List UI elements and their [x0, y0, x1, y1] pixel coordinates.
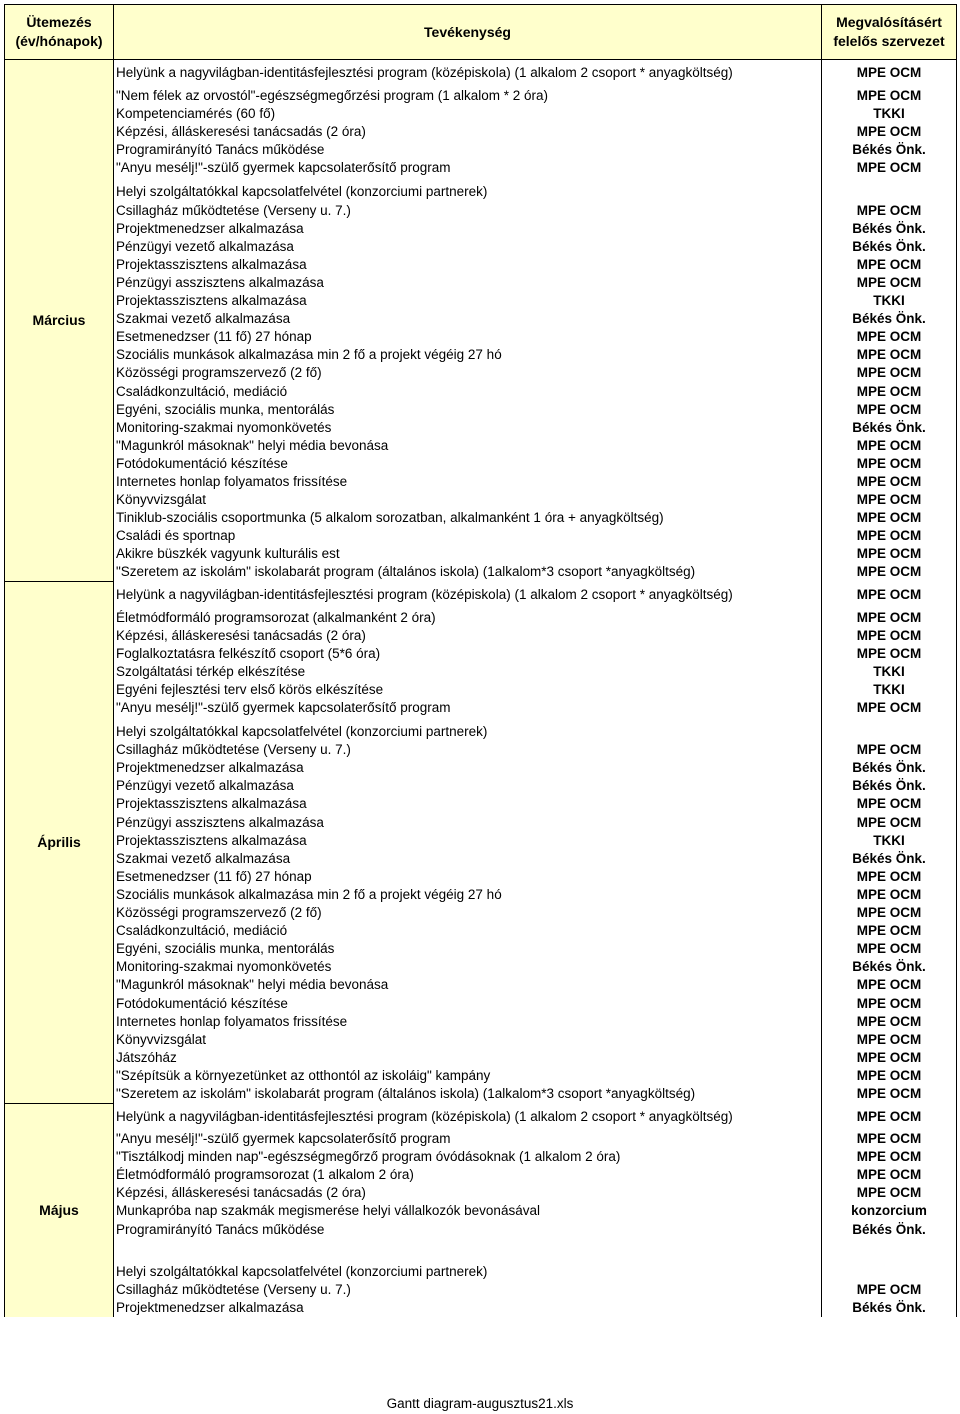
- activity-row: [5, 527, 957, 545]
- activity-cell[interactable]: Helyünk a nagyvilágban-identitásfejlesztési program (középiskola) (1 alkalom 2 csoport * anyagköltség): [114, 60, 822, 88]
- activity-cell[interactable]: Projektmenedzser alkalmazása: [114, 220, 822, 238]
- header-responsible[interactable]: [822, 5, 957, 60]
- activity-cell[interactable]: Képzési, álláskeresési tanácsadás (2 óra): [114, 1184, 822, 1202]
- activity-cell[interactable]: "Magunkról másoknak" helyi média bevonása: [114, 437, 822, 455]
- responsible-cell[interactable]: MPE OCM: [822, 904, 957, 922]
- activity-cell[interactable]: Tiniklub-szociális csoportmunka (5 alkalom sorozatban, alkalmanként 1 óra + anyagköltség): [114, 509, 822, 527]
- activity-row: [5, 1166, 957, 1184]
- responsible-cell[interactable]: MPE OCM: [822, 509, 957, 527]
- responsible-cell[interactable]: MPE OCM: [822, 741, 957, 759]
- schedule-table: [4, 4, 957, 1317]
- activity-cell[interactable]: Egyéni, szociális munka, mentorálás: [114, 940, 822, 958]
- activity-row: [5, 183, 957, 201]
- activity-cell[interactable]: Programirányító Tanács működése: [114, 141, 822, 159]
- activity-cell[interactable]: Internetes honlap folyamatos frissítése: [114, 473, 822, 491]
- responsible-cell[interactable]: MPE OCM: [822, 491, 957, 509]
- activity-cell[interactable]: Csillagház működtetése (Verseny u. 7.): [114, 202, 822, 220]
- activity-row: [5, 645, 957, 663]
- responsible-cell[interactable]: MPE OCM: [822, 545, 957, 563]
- activity-row: [5, 455, 957, 473]
- activity-row: [5, 256, 957, 274]
- activity-cell[interactable]: Fotódokumentáció készítése: [114, 995, 822, 1013]
- activity-cell[interactable]: Helyünk a nagyvilágban-identitásfejlesztési program (középiskola) (1 alkalom 2 csoport * anyagköltség): [114, 1103, 822, 1130]
- activity-cell[interactable]: "Magunkról másoknak" helyi média bevonása: [114, 976, 822, 994]
- activity-row: [5, 1221, 957, 1239]
- activity-cell[interactable]: Közösségi programszervező (2 fő): [114, 364, 822, 382]
- activity-row: [5, 777, 957, 795]
- activity-row: [5, 274, 957, 292]
- activity-cell[interactable]: Családkonzultáció, mediáció: [114, 383, 822, 401]
- activity-row: [5, 1263, 957, 1281]
- footer-filename: Gantt diagram-augusztus21.xls: [386, 1396, 574, 1411]
- activity-row: [5, 795, 957, 813]
- responsible-cell[interactable]: MPE OCM: [822, 1067, 957, 1085]
- header-schedule-line1: Ütemezés: [26, 14, 92, 30]
- responsible-cell[interactable]: Békés Önk.: [822, 310, 957, 328]
- responsible-cell[interactable]: MPE OCM: [822, 1184, 957, 1202]
- responsible-cell[interactable]: TKKI: [822, 832, 957, 850]
- activity-row: [5, 202, 957, 220]
- header-responsible-line2: felelős szervezet: [833, 33, 945, 49]
- activity-row: [5, 364, 957, 382]
- activity-row: [5, 473, 957, 491]
- responsible-cell[interactable]: MPE OCM: [822, 563, 957, 581]
- responsible-cell[interactable]: MPE OCM: [822, 437, 957, 455]
- responsible-cell[interactable]: MPE OCM: [822, 1148, 957, 1166]
- activity-row: [5, 1184, 957, 1202]
- activity-cell[interactable]: Pénzügyi asszisztens alkalmazása: [114, 814, 822, 832]
- activity-row: [5, 87, 957, 105]
- responsible-cell[interactable]: MPE OCM: [822, 1103, 957, 1130]
- responsible-cell[interactable]: TKKI: [822, 663, 957, 681]
- responsible-cell[interactable]: MPE OCM: [822, 1031, 957, 1049]
- activity-row: [5, 886, 957, 904]
- responsible-cell[interactable]: Békés Önk.: [822, 220, 957, 238]
- header-schedule[interactable]: [5, 5, 114, 60]
- activity-cell[interactable]: Családi és sportnap: [114, 527, 822, 545]
- responsible-cell[interactable]: MPE OCM: [822, 1166, 957, 1184]
- activity-cell[interactable]: "Szeretem az iskolám" iskolabarát program (általános iskola) (1alkalom*3 csoport *anyagköltség): [114, 563, 822, 581]
- responsible-cell[interactable]: MPE OCM: [822, 609, 957, 627]
- activity-cell[interactable]: "Nem félek az orvostól"-egészségmegőrzési program (1 alkalom * 2 óra): [114, 87, 822, 105]
- activity-cell[interactable]: "Anyu mesélj!"-szülő gyermek kapcsolaterősítő program: [114, 1130, 822, 1148]
- responsible-cell[interactable]: Békés Önk.: [822, 759, 957, 777]
- responsible-cell[interactable]: MPE OCM: [822, 1130, 957, 1148]
- activity-row: [5, 437, 957, 455]
- activity-cell[interactable]: Életmódformáló programsorozat (1 alkalom 2 óra): [114, 1166, 822, 1184]
- responsible-cell[interactable]: MPE OCM: [822, 976, 957, 994]
- activity-row: [5, 1013, 957, 1031]
- responsible-cell[interactable]: MPE OCM: [822, 328, 957, 346]
- activity-cell[interactable]: Helyi szolgáltatókkal kapcsolatfelvétel (konzorciumi partnerek): [114, 1263, 822, 1281]
- responsible-cell[interactable]: MPE OCM: [822, 202, 957, 220]
- activity-cell[interactable]: Munkapróba nap szakmák megismerése helyi vállalkozók bevonásával: [114, 1202, 822, 1220]
- activity-row: [5, 1085, 957, 1103]
- activity-cell[interactable]: "Anyu mesélj!"-szülő gyermek kapcsolaterősítő program: [114, 699, 822, 717]
- activity-row: [5, 310, 957, 328]
- activity-cell[interactable]: Projektasszisztens alkalmazása: [114, 832, 822, 850]
- activity-row: [5, 814, 957, 832]
- responsible-cell[interactable]: MPE OCM: [822, 256, 957, 274]
- responsible-cell[interactable]: MPE OCM: [822, 401, 957, 419]
- activity-row: [5, 868, 957, 886]
- responsible-cell[interactable]: MPE OCM: [822, 922, 957, 940]
- activity-cell[interactable]: Kompetenciamérés (60 fő): [114, 105, 822, 123]
- activity-cell[interactable]: Esetmenedzser (11 fő) 27 hónap: [114, 328, 822, 346]
- header-activity[interactable]: Tevékenység: [114, 5, 822, 60]
- responsible-cell[interactable]: MPE OCM: [822, 582, 957, 609]
- activity-row: [5, 995, 957, 1013]
- header-responsible-line1: Megvalósításért: [836, 14, 942, 30]
- responsible-cell[interactable]: MPE OCM: [822, 473, 957, 491]
- responsible-cell[interactable]: MPE OCM: [822, 346, 957, 364]
- activity-row: [5, 940, 957, 958]
- responsible-cell[interactable]: Békés Önk.: [822, 850, 957, 868]
- activity-row: [5, 958, 957, 976]
- activity-cell[interactable]: Helyünk a nagyvilágban-identitásfejlesztési program (középiskola) (1 alkalom 2 csoport * anyagköltség): [114, 582, 822, 609]
- activity-row: [5, 1130, 957, 1148]
- activity-row: [5, 491, 957, 509]
- responsible-cell[interactable]: Békés Önk.: [822, 141, 957, 159]
- responsible-cell[interactable]: MPE OCM: [822, 699, 957, 717]
- activity-cell[interactable]: Játszóház: [114, 1049, 822, 1067]
- activity-row: [5, 850, 957, 868]
- responsible-cell[interactable]: MPE OCM: [822, 1013, 957, 1031]
- activity-row: [5, 545, 957, 563]
- activity-cell[interactable]: Képzési, álláskeresési tanácsadás (2 óra): [114, 123, 822, 141]
- responsible-cell[interactable]: MPE OCM: [822, 1281, 957, 1299]
- activity-row: [5, 627, 957, 645]
- activity-row: [5, 699, 957, 717]
- responsible-cell[interactable]: MPE OCM: [822, 364, 957, 382]
- activity-cell[interactable]: Fotódokumentáció készítése: [114, 455, 822, 473]
- activity-cell[interactable]: Könyvvizsgálat: [114, 1031, 822, 1049]
- responsible-cell[interactable]: MPE OCM: [822, 868, 957, 886]
- activity-cell[interactable]: Szociális munkások alkalmazása min 2 fő a projekt végéig 27 hó: [114, 346, 822, 364]
- activity-cell[interactable]: Esetmenedzser (11 fő) 27 hónap: [114, 868, 822, 886]
- activity-cell[interactable]: Csillagház működtetése (Verseny u. 7.): [114, 1281, 822, 1299]
- activity-row: [5, 1148, 957, 1166]
- responsible-cell[interactable]: MPE OCM: [822, 383, 957, 401]
- activity-cell[interactable]: "Anyu mesélj!"-szülő gyermek kapcsolaterősítő program: [114, 159, 822, 177]
- activity-cell[interactable]: "Szeretem az iskolám" iskolabarát program (általános iskola) (1alkalom*3 csoport *anyagköltség): [114, 1085, 822, 1103]
- responsible-cell[interactable]: MPE OCM: [822, 1049, 957, 1067]
- activity-row: [5, 419, 957, 437]
- responsible-cell[interactable]: Békés Önk.: [822, 1221, 957, 1239]
- responsible-cell[interactable]: MPE OCM: [822, 87, 957, 105]
- activity-row: [5, 401, 957, 419]
- activity-cell[interactable]: Internetes honlap folyamatos frissítése: [114, 1013, 822, 1031]
- header-row: [5, 5, 957, 60]
- activity-cell[interactable]: Egyéni fejlesztési terv első körös elkészítése: [114, 681, 822, 699]
- activity-row: [5, 509, 957, 527]
- activity-cell[interactable]: Projektasszisztens alkalmazása: [114, 256, 822, 274]
- activity-cell[interactable]: Képzési, álláskeresési tanácsadás (2 óra): [114, 627, 822, 645]
- responsible-cell[interactable]: MPE OCM: [822, 627, 957, 645]
- activity-row: [5, 1202, 957, 1220]
- responsible-cell[interactable]: TKKI: [822, 105, 957, 123]
- activity-row: [5, 1245, 957, 1263]
- activity-cell[interactable]: Közösségi programszervező (2 fő): [114, 904, 822, 922]
- activity-cell[interactable]: "Szépítsük a környezetünket az otthontól az iskoláig" kampány: [114, 1067, 822, 1085]
- month-cell[interactable]: Március: [5, 60, 114, 582]
- responsible-cell[interactable]: MPE OCM: [822, 274, 957, 292]
- activity-row: [5, 1299, 957, 1317]
- activity-cell[interactable]: Pénzügyi vezető alkalmazása: [114, 238, 822, 256]
- activity-row: [5, 238, 957, 256]
- activity-cell[interactable]: Akikre büszkék vagyunk kulturális est: [114, 545, 822, 563]
- activity-row: [5, 346, 957, 364]
- responsible-cell[interactable]: konzorcium: [822, 1202, 957, 1220]
- activity-cell[interactable]: Projektmenedzser alkalmazása: [114, 1299, 822, 1317]
- responsible-cell[interactable]: [822, 183, 957, 201]
- activity-cell[interactable]: Programirányító Tanács működése: [114, 1221, 822, 1239]
- activity-cell[interactable]: Monitoring-szakmai nyomonkövetés: [114, 958, 822, 976]
- activity-row: [5, 60, 957, 88]
- schedule-body: [5, 60, 957, 1318]
- responsible-cell[interactable]: [822, 1263, 957, 1281]
- activity-row: [5, 832, 957, 850]
- activity-row: [5, 220, 957, 238]
- responsible-cell[interactable]: Békés Önk.: [822, 777, 957, 795]
- activity-cell[interactable]: Egyéni, szociális munka, mentorálás: [114, 401, 822, 419]
- schedule-sheet: [4, 4, 956, 1317]
- activity-cell[interactable]: "Tisztálkodj minden nap"-egészségmegőrző program óvódásoknak (1 alkalom 2 óra): [114, 1148, 822, 1166]
- responsible-cell[interactable]: MPE OCM: [822, 814, 957, 832]
- activity-cell[interactable]: Projektasszisztens alkalmazása: [114, 292, 822, 310]
- responsible-cell[interactable]: Békés Önk.: [822, 958, 957, 976]
- responsible-cell[interactable]: [822, 1245, 957, 1263]
- responsible-cell[interactable]: MPE OCM: [822, 940, 957, 958]
- activity-row: [5, 1281, 957, 1299]
- responsible-cell[interactable]: Békés Önk.: [822, 419, 957, 437]
- responsible-cell[interactable]: MPE OCM: [822, 455, 957, 473]
- activity-row: [5, 922, 957, 940]
- activity-row: [5, 383, 957, 401]
- activity-cell[interactable]: Pénzügyi asszisztens alkalmazása: [114, 274, 822, 292]
- activity-cell[interactable]: Szakmai vezető alkalmazása: [114, 310, 822, 328]
- activity-cell[interactable]: Pénzügyi vezető alkalmazása: [114, 777, 822, 795]
- responsible-cell[interactable]: MPE OCM: [822, 1085, 957, 1103]
- responsible-cell[interactable]: TKKI: [822, 681, 957, 699]
- activity-row: [5, 123, 957, 141]
- activity-row: [5, 105, 957, 123]
- activity-row: [5, 681, 957, 699]
- activity-cell[interactable]: Életmódformáló programsorozat (alkalmanként 2 óra): [114, 609, 822, 627]
- responsible-cell[interactable]: [822, 723, 957, 741]
- activity-row: [5, 1067, 957, 1085]
- activity-row: [5, 741, 957, 759]
- header-schedule-line2: (év/hónapok): [15, 33, 103, 49]
- month-cell[interactable]: Április: [5, 582, 114, 1104]
- activity-row: [5, 663, 957, 681]
- activity-cell[interactable]: Foglalkoztatásra felkészítő csoport (5*6 óra): [114, 645, 822, 663]
- activity-cell[interactable]: Csillagház működtetése (Verseny u. 7.): [114, 741, 822, 759]
- activity-row: [5, 759, 957, 777]
- responsible-cell[interactable]: MPE OCM: [822, 123, 957, 141]
- activity-row: [5, 292, 957, 310]
- activity-row: [5, 141, 957, 159]
- activity-row: [5, 609, 957, 627]
- activity-row: [5, 976, 957, 994]
- responsible-cell[interactable]: MPE OCM: [822, 886, 957, 904]
- activity-row: [5, 1031, 957, 1049]
- responsible-cell[interactable]: MPE OCM: [822, 159, 957, 177]
- responsible-cell[interactable]: MPE OCM: [822, 795, 957, 813]
- activity-row: [5, 328, 957, 346]
- responsible-cell[interactable]: MPE OCM: [822, 995, 957, 1013]
- responsible-cell[interactable]: TKKI: [822, 292, 957, 310]
- activity-row: [5, 904, 957, 922]
- activity-cell[interactable]: Szakmai vezető alkalmazása: [114, 850, 822, 868]
- activity-cell[interactable]: Projektasszisztens alkalmazása: [114, 795, 822, 813]
- month-cell[interactable]: Május: [5, 1103, 114, 1317]
- responsible-cell[interactable]: MPE OCM: [822, 527, 957, 545]
- activity-cell[interactable]: Könyvvizsgálat: [114, 491, 822, 509]
- activity-row: [5, 159, 957, 177]
- activity-cell[interactable]: Szociális munkások alkalmazása min 2 fő a projekt végéig 27 hó: [114, 886, 822, 904]
- activity-row: [5, 563, 957, 581]
- activity-cell[interactable]: Helyi szolgáltatókkal kapcsolatfelvétel (konzorciumi partnerek): [114, 183, 822, 201]
- activity-cell[interactable]: Szolgáltatási térkép elkészítése: [114, 663, 822, 681]
- activity-cell[interactable]: Helyi szolgáltatókkal kapcsolatfelvétel (konzorciumi partnerek): [114, 723, 822, 741]
- responsible-cell[interactable]: Békés Önk.: [822, 1299, 957, 1317]
- activity-cell[interactable]: [114, 1245, 822, 1263]
- responsible-cell[interactable]: MPE OCM: [822, 60, 957, 88]
- responsible-cell[interactable]: Békés Önk.: [822, 238, 957, 256]
- activity-row: [5, 1103, 957, 1130]
- activity-cell[interactable]: Családkonzultáció, mediáció: [114, 922, 822, 940]
- activity-row: [5, 723, 957, 741]
- activity-row: [5, 1049, 957, 1067]
- responsible-cell[interactable]: MPE OCM: [822, 645, 957, 663]
- activity-cell[interactable]: Projektmenedzser alkalmazása: [114, 759, 822, 777]
- activity-row: [5, 582, 957, 609]
- activity-cell[interactable]: Monitoring-szakmai nyomonkövetés: [114, 419, 822, 437]
